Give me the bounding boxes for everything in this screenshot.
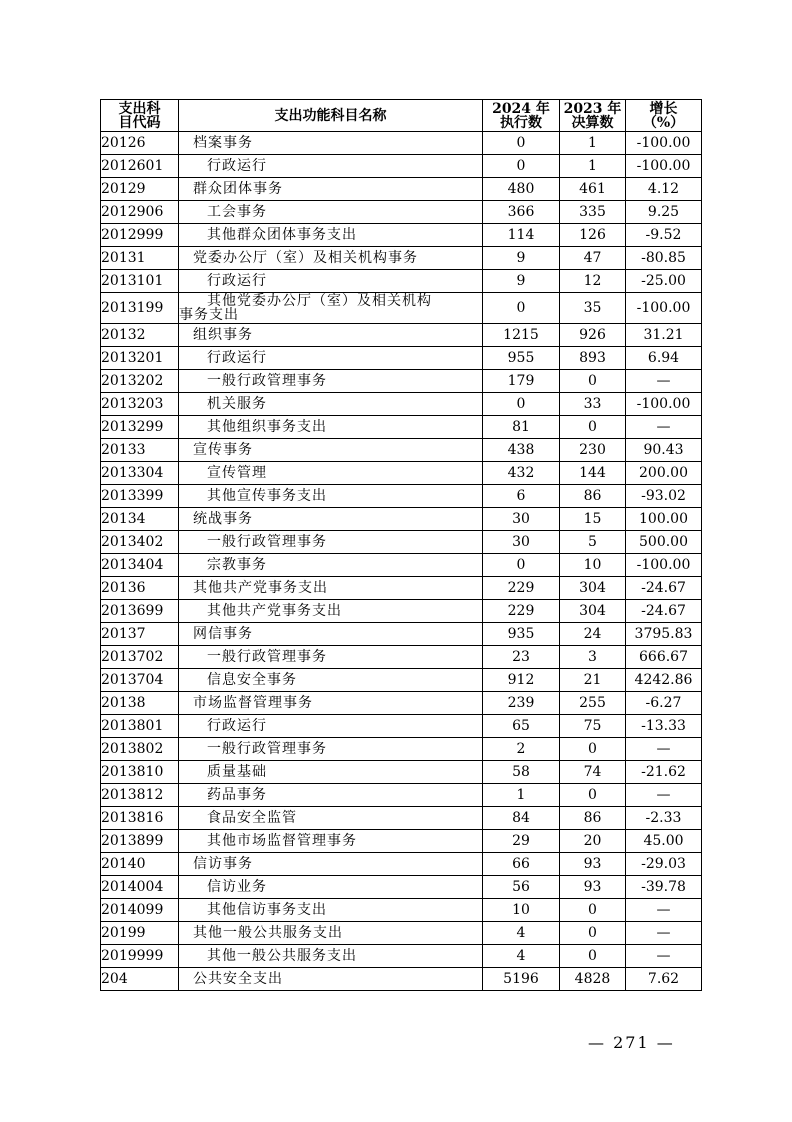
cell-growth: -2.33 — [626, 807, 702, 830]
cell-final: 1 — [560, 155, 626, 178]
table-row — [101, 899, 702, 922]
cell-code: 2013201 — [101, 347, 179, 370]
cell-growth: 500.00 — [626, 531, 702, 554]
cell-code: 20131 — [101, 247, 179, 270]
cell-final: 0 — [560, 738, 626, 761]
cell-code: 2013202 — [101, 370, 179, 393]
table-row — [101, 270, 702, 293]
cell-exec: 480 — [483, 178, 560, 201]
cell-final: 86 — [560, 807, 626, 830]
cell-growth: — — [626, 784, 702, 807]
cell-code: 2013801 — [101, 715, 179, 738]
cell-name: 档案事务 — [179, 132, 483, 155]
cell-final: 1 — [560, 132, 626, 155]
table-row — [101, 439, 702, 462]
cell-final: 20 — [560, 830, 626, 853]
cell-growth: -13.33 — [626, 715, 702, 738]
cell-growth: -29.03 — [626, 853, 702, 876]
header-code: 支出科 目代码 — [101, 100, 179, 132]
cell-code: 2013101 — [101, 270, 179, 293]
cell-code: 2014004 — [101, 876, 179, 899]
cell-growth: -6.27 — [626, 692, 702, 715]
cell-exec: 955 — [483, 347, 560, 370]
cell-final: 335 — [560, 201, 626, 224]
cell-growth: 6.94 — [626, 347, 702, 370]
cell-name: 宣传管理 — [179, 462, 483, 485]
cell-name: 宣传事务 — [179, 439, 483, 462]
cell-final: 304 — [560, 577, 626, 600]
cell-final: 15 — [560, 508, 626, 531]
cell-final: 3 — [560, 646, 626, 669]
table-row — [101, 347, 702, 370]
cell-name: 一般行政管理事务 — [179, 738, 483, 761]
cell-growth: -21.62 — [626, 761, 702, 784]
table-row — [101, 224, 702, 247]
cell-exec: 4 — [483, 945, 560, 968]
cell-growth: 9.25 — [626, 201, 702, 224]
cell-final: 144 — [560, 462, 626, 485]
table-row — [101, 945, 702, 968]
cell-code: 2013702 — [101, 646, 179, 669]
cell-name: 其他组织事务支出 — [179, 416, 483, 439]
cell-name: 宗教事务 — [179, 554, 483, 577]
table-body — [101, 132, 702, 991]
cell-growth: 200.00 — [626, 462, 702, 485]
cell-exec: 84 — [483, 807, 560, 830]
table-row — [101, 416, 702, 439]
cell-code: 2013304 — [101, 462, 179, 485]
cell-final: 93 — [560, 876, 626, 899]
table-row — [101, 393, 702, 416]
cell-final: 0 — [560, 784, 626, 807]
cell-name: 其他共产党事务支出 — [179, 600, 483, 623]
cell-code: 20138 — [101, 692, 179, 715]
cell-code: 20126 — [101, 132, 179, 155]
cell-name: 行政运行 — [179, 347, 483, 370]
cell-exec: 30 — [483, 531, 560, 554]
cell-final: 47 — [560, 247, 626, 270]
cell-code: 20137 — [101, 623, 179, 646]
header-growth: 增长 （%） — [626, 100, 702, 132]
cell-final: 926 — [560, 324, 626, 347]
cell-exec: 10 — [483, 899, 560, 922]
cell-name: 其他一般公共服务支出 — [179, 945, 483, 968]
cell-name: 行政运行 — [179, 715, 483, 738]
table-row — [101, 853, 702, 876]
cell-name: 其他信访事务支出 — [179, 899, 483, 922]
cell-exec: 239 — [483, 692, 560, 715]
cell-exec: 2 — [483, 738, 560, 761]
cell-name: 信访业务 — [179, 876, 483, 899]
cell-name: 一般行政管理事务 — [179, 370, 483, 393]
cell-final: 893 — [560, 347, 626, 370]
cell-final: 12 — [560, 270, 626, 293]
cell-growth: -100.00 — [626, 293, 702, 324]
cell-name: 党委办公厅（室）及相关机构事务 — [179, 247, 483, 270]
cell-code: 2014099 — [101, 899, 179, 922]
cell-code: 2012999 — [101, 224, 179, 247]
cell-final: 0 — [560, 922, 626, 945]
cell-final: 0 — [560, 945, 626, 968]
cell-final: 461 — [560, 178, 626, 201]
cell-code: 2013812 — [101, 784, 179, 807]
cell-code: 20132 — [101, 324, 179, 347]
cell-growth: -100.00 — [626, 132, 702, 155]
cell-final: 5 — [560, 531, 626, 554]
cell-exec: 5196 — [483, 968, 560, 991]
cell-exec: 935 — [483, 623, 560, 646]
cell-name: 一般行政管理事务 — [179, 531, 483, 554]
cell-final: 75 — [560, 715, 626, 738]
table-row — [101, 132, 702, 155]
cell-name: 食品安全监管 — [179, 807, 483, 830]
cell-code: 20136 — [101, 577, 179, 600]
cell-exec: 9 — [483, 270, 560, 293]
cell-exec: 179 — [483, 370, 560, 393]
cell-final: 10 — [560, 554, 626, 577]
cell-exec: 912 — [483, 669, 560, 692]
table-row — [101, 692, 702, 715]
cell-final: 21 — [560, 669, 626, 692]
cell-code: 204 — [101, 968, 179, 991]
cell-code: 2013203 — [101, 393, 179, 416]
cell-name: 组织事务 — [179, 324, 483, 347]
cell-final: 0 — [560, 416, 626, 439]
cell-exec: 0 — [483, 393, 560, 416]
table-row — [101, 554, 702, 577]
expenditure-table — [100, 99, 702, 991]
cell-final: 126 — [560, 224, 626, 247]
table-row — [101, 531, 702, 554]
cell-name: 一般行政管理事务 — [179, 646, 483, 669]
cell-growth: 4.12 — [626, 178, 702, 201]
cell-name — [179, 293, 483, 324]
cell-code: 2013404 — [101, 554, 179, 577]
cell-name: 其他一般公共服务支出 — [179, 922, 483, 945]
cell-exec: 1215 — [483, 324, 560, 347]
cell-name: 信息安全事务 — [179, 669, 483, 692]
cell-name: 质量基础 — [179, 761, 483, 784]
table-row — [101, 178, 702, 201]
cell-name: 网信事务 — [179, 623, 483, 646]
table-row — [101, 968, 702, 991]
cell-name: 其他市场监督管理事务 — [179, 830, 483, 853]
cell-growth: — — [626, 899, 702, 922]
cell-growth: 100.00 — [626, 508, 702, 531]
cell-final: 255 — [560, 692, 626, 715]
cell-growth: — — [626, 738, 702, 761]
cell-final: 304 — [560, 600, 626, 623]
cell-code: 2012906 — [101, 201, 179, 224]
cell-final: 230 — [560, 439, 626, 462]
cell-code: 2013699 — [101, 600, 179, 623]
cell-exec: 58 — [483, 761, 560, 784]
table-row — [101, 600, 702, 623]
cell-code: 2013810 — [101, 761, 179, 784]
table-row — [101, 370, 702, 393]
cell-growth: 90.43 — [626, 439, 702, 462]
table-header-row — [101, 100, 702, 132]
cell-code: 2013199 — [101, 293, 179, 324]
header-exec: 2024 年 执行数 — [483, 100, 560, 132]
cell-growth: -24.67 — [626, 577, 702, 600]
cell-exec: 229 — [483, 600, 560, 623]
cell-exec: 432 — [483, 462, 560, 485]
cell-final: 0 — [560, 370, 626, 393]
cell-growth: -93.02 — [626, 485, 702, 508]
cell-name-line1: 其他党委办公厅（室）及相关机构 — [207, 293, 432, 309]
table-row — [101, 646, 702, 669]
cell-code: 20140 — [101, 853, 179, 876]
cell-code: 20129 — [101, 178, 179, 201]
cell-code: 2013802 — [101, 738, 179, 761]
table-row — [101, 508, 702, 531]
table-row — [101, 784, 702, 807]
cell-growth: -100.00 — [626, 155, 702, 178]
cell-code: 2012601 — [101, 155, 179, 178]
cell-exec: 6 — [483, 485, 560, 508]
cell-code: 2013399 — [101, 485, 179, 508]
cell-name: 行政运行 — [179, 270, 483, 293]
cell-name-line2: 事务支出 — [179, 307, 239, 323]
table-row — [101, 577, 702, 600]
page-number: — 271 — — [588, 1033, 675, 1052]
cell-name: 其他共产党事务支出 — [179, 577, 483, 600]
cell-growth: -25.00 — [626, 270, 702, 293]
cell-final: 93 — [560, 853, 626, 876]
cell-exec: 0 — [483, 554, 560, 577]
cell-final: 35 — [560, 293, 626, 324]
cell-growth: -24.67 — [626, 600, 702, 623]
table-row — [101, 738, 702, 761]
cell-exec: 4 — [483, 922, 560, 945]
cell-growth: -80.85 — [626, 247, 702, 270]
header-final: 2023 年 决算数 — [560, 100, 626, 132]
cell-exec: 23 — [483, 646, 560, 669]
cell-growth: 45.00 — [626, 830, 702, 853]
cell-name: 信访事务 — [179, 853, 483, 876]
cell-code: 2013704 — [101, 669, 179, 692]
cell-name: 市场监督管理事务 — [179, 692, 483, 715]
cell-growth: 3795.83 — [626, 623, 702, 646]
cell-name: 其他群众团体事务支出 — [179, 224, 483, 247]
cell-code: 20199 — [101, 922, 179, 945]
cell-exec: 1 — [483, 784, 560, 807]
table-row — [101, 155, 702, 178]
cell-name: 公共安全支出 — [179, 968, 483, 991]
cell-exec: 0 — [483, 155, 560, 178]
cell-name: 药品事务 — [179, 784, 483, 807]
table-row — [101, 324, 702, 347]
cell-growth: 31.21 — [626, 324, 702, 347]
table-row — [101, 807, 702, 830]
cell-exec: 366 — [483, 201, 560, 224]
cell-exec: 81 — [483, 416, 560, 439]
cell-name: 机关服务 — [179, 393, 483, 416]
cell-final: 24 — [560, 623, 626, 646]
cell-growth: -39.78 — [626, 876, 702, 899]
cell-growth: — — [626, 922, 702, 945]
table-row — [101, 623, 702, 646]
table-row — [101, 761, 702, 784]
cell-exec: 66 — [483, 853, 560, 876]
cell-final: 4828 — [560, 968, 626, 991]
table-row — [101, 830, 702, 853]
cell-code: 2013899 — [101, 830, 179, 853]
cell-final: 86 — [560, 485, 626, 508]
cell-exec: 30 — [483, 508, 560, 531]
table-row — [101, 485, 702, 508]
cell-growth: — — [626, 416, 702, 439]
table-row — [101, 922, 702, 945]
cell-code: 2013299 — [101, 416, 179, 439]
cell-name: 工会事务 — [179, 201, 483, 224]
cell-code: 20134 — [101, 508, 179, 531]
cell-name: 其他宣传事务支出 — [179, 485, 483, 508]
cell-name: 群众团体事务 — [179, 178, 483, 201]
header-name: 支出功能科目名称 — [179, 100, 483, 132]
cell-exec: 9 — [483, 247, 560, 270]
cell-final: 74 — [560, 761, 626, 784]
cell-code: 2013816 — [101, 807, 179, 830]
cell-code: 20133 — [101, 439, 179, 462]
table-row — [101, 247, 702, 270]
cell-growth: 666.67 — [626, 646, 702, 669]
cell-exec: 56 — [483, 876, 560, 899]
cell-exec: 65 — [483, 715, 560, 738]
cell-growth: -100.00 — [626, 393, 702, 416]
cell-final: 33 — [560, 393, 626, 416]
cell-exec: 0 — [483, 132, 560, 155]
cell-growth: — — [626, 370, 702, 393]
cell-exec: 229 — [483, 577, 560, 600]
cell-growth: — — [626, 945, 702, 968]
cell-code: 2019999 — [101, 945, 179, 968]
table-row — [101, 876, 702, 899]
cell-name: 行政运行 — [179, 155, 483, 178]
table-row — [101, 201, 702, 224]
table-row — [101, 462, 702, 485]
cell-exec: 438 — [483, 439, 560, 462]
table-row — [101, 669, 702, 692]
cell-growth: 7.62 — [626, 968, 702, 991]
cell-exec: 114 — [483, 224, 560, 247]
cell-final: 0 — [560, 899, 626, 922]
cell-name: 统战事务 — [179, 508, 483, 531]
cell-exec: 29 — [483, 830, 560, 853]
table-row — [101, 293, 702, 324]
table-row — [101, 715, 702, 738]
cell-growth: 4242.86 — [626, 669, 702, 692]
cell-exec: 0 — [483, 293, 560, 324]
cell-growth: -100.00 — [626, 554, 702, 577]
cell-code: 2013402 — [101, 531, 179, 554]
cell-growth: -9.52 — [626, 224, 702, 247]
